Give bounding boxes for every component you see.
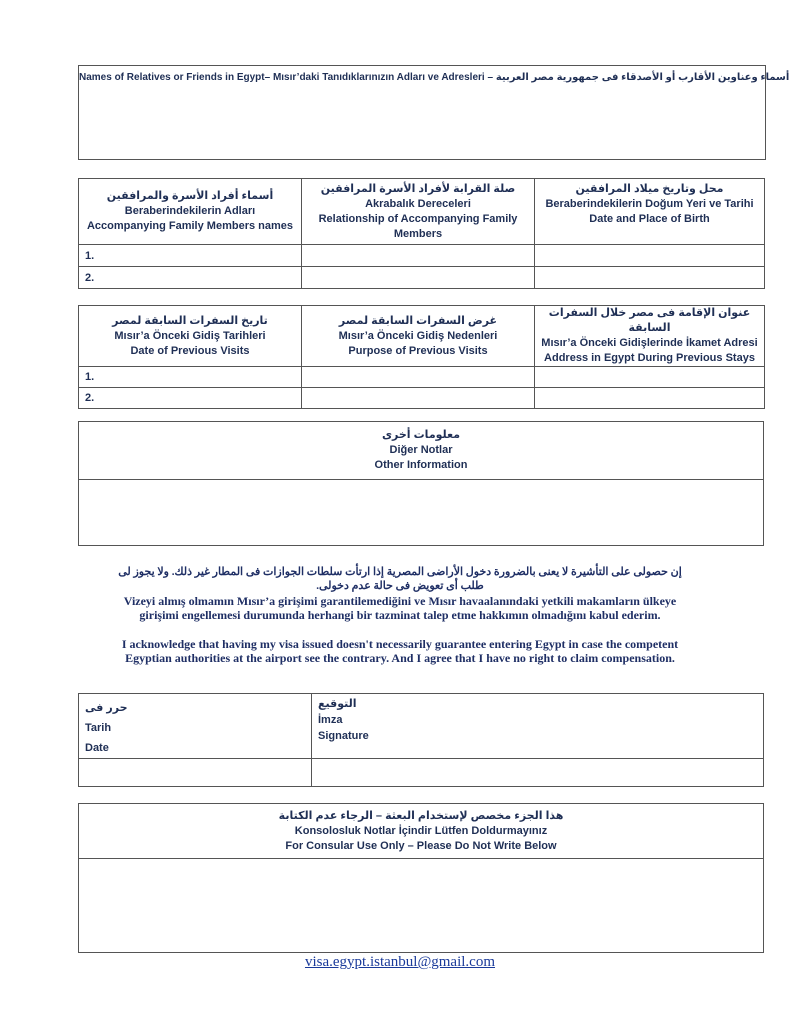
- family-row-2-num[interactable]: 2.: [79, 267, 302, 289]
- relatives-section: [78, 65, 790, 160]
- footer-email-link[interactable]: visa.egypt.istanbul@gmail.com: [304, 954, 496, 970]
- visits-row-1-num[interactable]: 1.: [79, 367, 302, 388]
- signature-field[interactable]: [312, 759, 764, 787]
- visits-row-2-address[interactable]: [535, 388, 765, 409]
- table-row: [79, 267, 765, 289]
- table-row: [79, 245, 765, 267]
- table-row: [79, 367, 765, 388]
- family-col-birth: محل وتاريخ ميلاد المرافقين Beraberindekilerin Doğum Yeri ve Tarihi Date and Place of Birth: [535, 179, 765, 245]
- other-information-table: [78, 421, 764, 546]
- previous-visits-table: [78, 305, 765, 409]
- family-row-1-num[interactable]: 1.: [79, 245, 302, 267]
- relatives-title-tr: Mısır’daki Tanıdıklarınızın Adları ve Adresleri: [272, 72, 485, 83]
- date-label-cell: [79, 694, 312, 759]
- signature-table: [78, 693, 764, 787]
- consular-use-table: [78, 803, 764, 953]
- declaration-ar: إن حصولى على التأشيرة لا يعنى بالضرورة دخول الأراضى المصرية إذا ارتأت سلطات الجوازات فى المطار غير ذلك. ولا يجوز لى طلب أى تعويض فى حالة عدم دخولى.: [118, 566, 682, 592]
- date-label-tr: Tarih: [85, 722, 112, 734]
- date-field[interactable]: [79, 759, 312, 787]
- signature-label-en: Signature: [318, 730, 369, 742]
- relatives-title-ar: أسماء وعناوين الأقارب أو الأصدقاء فى جمهورية مصر العربية: [495, 72, 790, 83]
- other-information-header: معلومات أخرى Diğer Notlar Other Information: [79, 422, 764, 480]
- declaration-en: I acknowledge that having my visa issued doesn't necessarily guarantee entering Egypt in case the competent Egyptian authorities at the airport see the contrary. And I agree that I have no right to claim compensation.: [121, 637, 679, 665]
- visits-col-purpose: غرض السفرات السابقة لمصر Mısır’a Önceki Gidiş Nedenleri Purpose of Previous Visits: [302, 306, 535, 367]
- visits-row-1-purpose[interactable]: [302, 367, 535, 388]
- family-row-1-relationship[interactable]: [302, 245, 535, 267]
- family-row-1-birth[interactable]: [535, 245, 765, 267]
- date-label-ar: حرر فى: [85, 702, 128, 714]
- date-label-en: Date: [85, 742, 109, 754]
- family-row-2-birth[interactable]: [535, 267, 765, 289]
- visits-row-1-address[interactable]: [535, 367, 765, 388]
- relatives-title-en: Names of Relatives or Friends in Egypt: [79, 72, 265, 83]
- family-row-2-relationship[interactable]: [302, 267, 535, 289]
- relatives-title: Names of Relatives or Friends in Egypt– Mısır’daki Tanıdıklarınızın Adları ve Adresleri – أسماء وعناوين الأقارب أو الأصدقاء فى جمهورية مصر العربية: [79, 72, 790, 83]
- signature-label-ar: التوقيع: [318, 698, 357, 710]
- consular-use-field: [79, 859, 764, 953]
- family-members-table: [78, 178, 765, 289]
- other-information-field[interactable]: [79, 480, 764, 546]
- signature-label-cell: [312, 694, 764, 759]
- consular-use-header: هذا الجزء مخصص لإستخدام البعثة – الرجاء عدم الكتابة Konsolosluk Notlar İçindir Lütfen Doldurmayınız For Consular Use Only – Please Do Not Write Below: [79, 804, 764, 859]
- table-row: [79, 388, 765, 409]
- visits-row-2-num[interactable]: 2.: [79, 388, 302, 409]
- visits-col-address: عنوان الإقامة فى مصر خلال السفرات السابقة Mısır’a Önceki Gidişlerinde İkamet Adresi Address in Egypt During Previous Stays: [535, 306, 765, 367]
- signature-label-tr: İmza: [318, 714, 343, 726]
- visits-col-date: تاريخ السفرات السابقة لمصر Mısır’a Önceki Gidiş Tarihleri Date of Previous Visits: [79, 306, 302, 367]
- visits-row-2-purpose[interactable]: [302, 388, 535, 409]
- declaration-tr: Vizeyi almış olmamın Mısır’a girişimi garantilemediğini ve Mısır havaalanındaki yetkili makamların ülkeye girişimi engellemesi durumunda herhangi bir tazminat talep etme hakkımın olmadığını kabul ederim.: [123, 594, 677, 622]
- family-col-names: أسماء أفراد الأسرة والمرافقين Beraberindekilerin Adları Accompanying Family Members names: [79, 179, 302, 245]
- family-col-relationship: صلة القرابة لأفراد الأسرة المرافقين Akrabalık Dereceleri Relationship of Accompanying Family Members: [302, 179, 535, 245]
